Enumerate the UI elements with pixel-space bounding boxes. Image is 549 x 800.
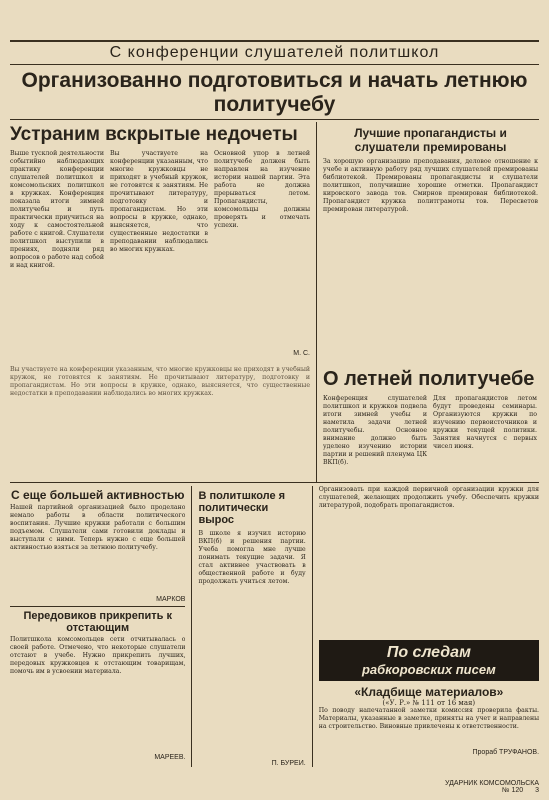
article-5-title: Передовиков прикрепить к отстающим <box>23 610 173 634</box>
bottom-block <box>10 486 539 767</box>
footer-number: № 120 <box>502 787 524 794</box>
rabkor-banner <box>319 640 539 681</box>
article-3-title: О летней политучебе <box>323 368 535 390</box>
article-3 <box>323 366 538 482</box>
article-5-signature: МАРЕЕВ. <box>154 754 186 761</box>
article-4-title: С еще большей активностью <box>10 488 185 502</box>
article-6-text: В школе я изучил историю ВКП(б) и решения партии. Учеба помогла мне лучше понимать текущие задачи. Я стал активнее участвовать в общественной работе и буду продолжать учиться летом. <box>198 530 306 585</box>
article-3-col-2: Для пропагандистов летом будут проведены семинары. Организуются кружки по изучению первоисточников и кружки текущей политики. Занятия начнутся с первых чисел июня. <box>433 395 537 450</box>
article-1-signature: М. С. <box>293 350 310 357</box>
column-divider <box>312 486 313 767</box>
bottom-left <box>10 486 185 767</box>
footer-page: 3 <box>535 787 539 794</box>
article-7-text: По поводу напечатанной заметки комиссия проверила факты. Материалы, указанные в заметке, приняты на учет и направлены на строительство. Виновные привлечены к ответственности. <box>318 707 540 730</box>
top-block <box>10 122 539 366</box>
article-7-title: «Кладбище материалов» <box>354 685 504 699</box>
article-6 <box>198 486 305 767</box>
bottom-right <box>319 486 539 767</box>
article-5-text: Политшкола комсомольцев сети отчитывалась о своей работе. Отмечено, что некоторые слушатели отстают в учебе. Нужно прикрепить лучших, передовых кружковцев к отстающим товарищам, помочь им в усвоении материала. <box>10 636 186 675</box>
article-2-title: Лучшие пропагандисты и слушатели премированы <box>354 126 507 154</box>
article-2-text: За хорошую организацию преподавания, деловое отношение к учебе и активную работу ряд лучших слушателей премированы библиотекой. Премированы пропагандисты и слушатели политшкол, получившие хорошие отметки. Пропагандист кировского завода тов. Смирнов премирован библиотекой. Пропагандист кружка политграмоты тов. Пересветов премирован литературой. <box>323 158 538 213</box>
divider <box>10 482 539 483</box>
divider <box>10 606 185 607</box>
article-1 <box>10 122 310 366</box>
article-3-col-3: Организовать при каждой первичной организации кружки для слушателей, желающих продолжить учебу. Обеспечить кружки литературой, подобрать пропагандистов. <box>318 486 540 509</box>
column-divider <box>316 366 317 482</box>
article-1-continued-text: Вы участвуете на конференции указанным, что многие кружковцы не приходят в учебный кружок, не готовятся к занятиям. Не прочитывают литературу, подготовку и пропагандистам. Но эти вопросы в кружке, однако, выясняется, что существенные недостатки в преподавании наблюдались во многих кружках. <box>10 366 310 397</box>
footer-paper: УДАРНИК КОМСОМОЛЬСКА <box>445 780 539 787</box>
banner-line-1: По следам <box>386 644 471 661</box>
column-divider <box>316 122 317 366</box>
main-headline: Организованно подготовиться и начать летнюю политучебу <box>21 69 528 116</box>
article-1-col-1: Выше тусклой деятельности событийно наблюдающих практику конференции слушателей политшкол и комсомольских политшкол в кружках. Конференция показала итоги зимней политучебы и путь практически приучиться на ходу к самостоятельной работе с книгой. Слушатели политшкол выступили в прениях, подняли ряд вопросов о работе над собой и над книгой. <box>10 150 104 269</box>
article-4-text: Нашей партийной организацией было проделано немало работы в области политического воспитания. Лучшие кружки работали с большим подъемом. Слушатели сами готовили доклады и выступали с ними. Теперь нужно с еще большей активностью взяться за летнюю политучебу. <box>10 504 186 551</box>
article-1-col-3: Основной упор в летней политучебе должен быть направлен на изучение истории нашей партии. Эта работа не должна прерываться летом. Пропагандисты, комсомольцы должны проверять и отмечать успехи. <box>214 150 310 229</box>
section-title: С конференции слушателей политшкол <box>10 40 539 65</box>
article-2 <box>323 122 538 366</box>
article-4-signature: МАРКОВ <box>156 596 186 603</box>
divider <box>10 119 539 120</box>
column-divider <box>191 486 192 767</box>
article-1-col-2: Вы участвуете на конференции указанным, что многие кружковцы не приходят в учебный кружок, не готовятся к занятиям. Не прочитывают литературу, подготовку и пропагандистам. Но эти вопросы в кружке, однако, выясняется, что существенные недостатки в преподавании наблюдались во многих кружках. <box>110 150 208 253</box>
banner-line-2: рабкоровских писем <box>361 662 496 677</box>
article-7-signature: Прораб ТРУФАНОВ. <box>472 749 540 756</box>
footer <box>445 780 539 794</box>
article-1-continued <box>10 366 310 482</box>
article-1-title: Устраним вскрытые недочеты <box>10 124 298 145</box>
article-6-signature: П. БУРЕИ. <box>271 760 306 767</box>
middle-block <box>10 366 539 482</box>
article-6-title: В политшколе я политически вырос <box>198 490 286 526</box>
article-3-col-1: Конференция слушателей политшкол и кружков подвела итоги зимней учебы и наметила задачи летней политучебы. Основное внимание должно быть уделено изучению истории партии и решений пленума ЦК ВКП(б). <box>323 395 427 466</box>
article-7-subtitle: («У. Р.» № 111 от 16 мая) <box>382 699 476 707</box>
